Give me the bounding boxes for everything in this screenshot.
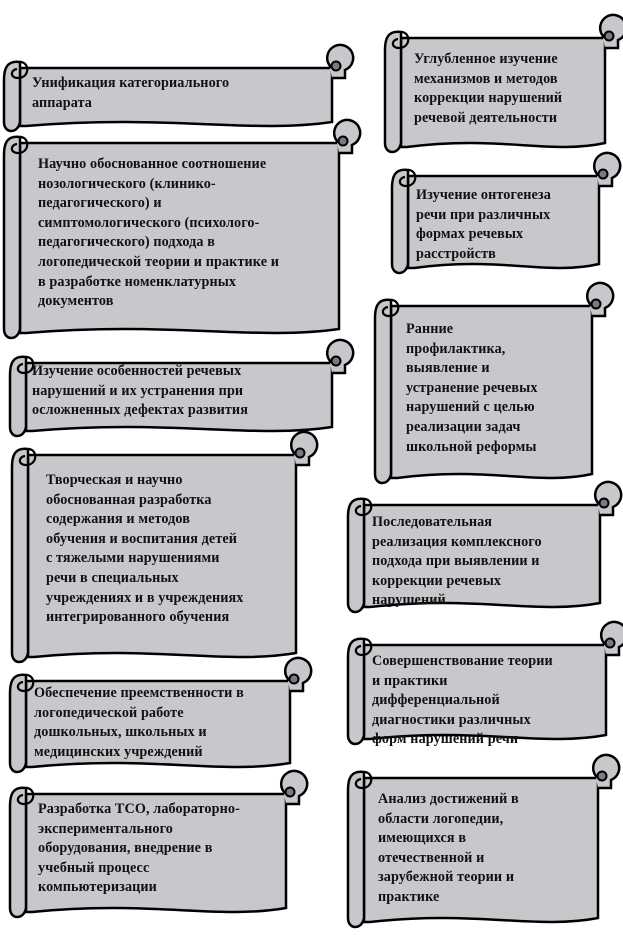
scroll-12 [346,760,614,932]
scroll-7 [383,20,621,157]
scroll-text: Ранние профилактика, выявление и устранение речевых нарушений с целью реализации задач школьной реформы [406,321,538,455]
scroll-5 [8,663,306,777]
scroll-text: Научно обоснованное соотношение нозологического (клинико- педагогического) и симптомологического (психолого- педагогического) подхода в логопедической теории и практике и в разработке номенклатурных документов [38,156,280,310]
scroll-3 [8,345,348,441]
scroll-6 [8,776,302,922]
scroll-8 [390,158,615,278]
scroll-text: Совершенствование теории и практики дифференциальной диагностики различных форм нарушений речи [372,653,553,748]
scroll-10 [346,487,616,617]
scroll-text: Анализ достижений в области логопедии, имеющихся в отечественной и зарубежной теории и практике [378,791,519,905]
scroll-text: Изучение особенностей речевых нарушений и их устранения при осложненных дефектах развития [32,363,248,419]
scroll-2 [2,125,355,343]
scroll-text: Углубленное изучение механизмов и методов коррекции нарушений речевой деятельности [414,51,563,126]
scroll-1 [2,50,348,136]
scroll-9 [373,288,608,488]
scroll-text: Разработка ТСО, лабораторно- экспериментального оборудования, внедрение в учебный процесс компьютеризации [38,801,240,896]
scroll-text: Изучение онтогенеза речи при различных формах речевых расстройств [416,187,551,262]
scroll-text: Творческая и научно обоснованная разработка содержания и методов обучения и воспитания детей с тяжелыми нарушениями речи в специальных учреждениях и в учреждениях интегрированного обучения [46,472,244,626]
scroll-text: Последовательная реализация комплексного подхода при выявлении и коррекции речевых нарушений [372,514,542,609]
scroll-11 [346,627,622,749]
scroll-4 [10,437,312,667]
scroll-text: Унификация категориального аппарата [32,75,230,111]
scroll-text: Обеспечение преемственности в логопедической работе дошкольных, школьных и медицинских учреждений [34,685,244,760]
